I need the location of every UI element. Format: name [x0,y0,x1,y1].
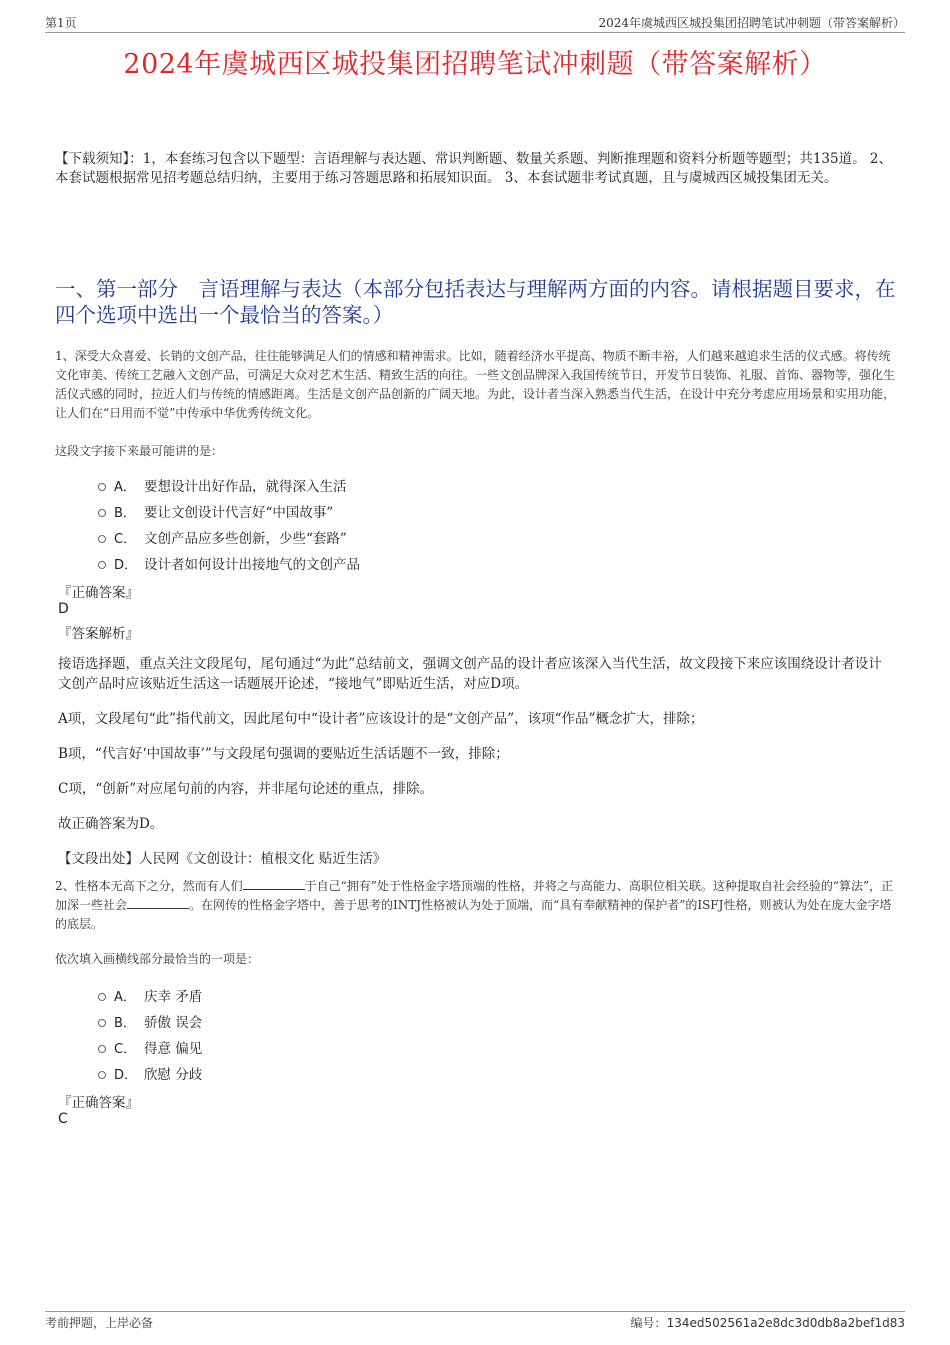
footer-slogan: 考前押题，上岸必备 [45,1316,154,1330]
option-letter: A． [114,479,136,495]
option-letter: D． [114,557,138,573]
answer-analysis [58,654,893,884]
option-d[interactable] [98,550,360,576]
code-value: 134ed502561a2e8dc3d0db8a2bef1d83 [666,1316,905,1330]
radio-icon[interactable] [98,483,106,491]
option-text: 欣慰 分歧 [144,1067,203,1083]
option-letter: D． [114,1067,138,1083]
download-notice: 【下载须知】：1，本套练习包含以下题型：言语理解与表达题、常识判断题、数量关系题、判断推理题和资料分析题等题型；共135道。 2、本套试题根据常见招考题总结归纳，主要用于练习答题思路和拓展知识面。 3、本套试题非考试真题，且与虞城西区城投集团无关。 [55,151,892,186]
option-c[interactable] [98,524,360,550]
option-a[interactable] [98,982,202,1008]
option-letter: B． [114,1015,136,1031]
fill-blank [243,879,305,890]
analysis-paragraph: B项，“代言好‘中国故事’”与文段尾句强调的要贴近生活话题不一致，排除； [58,746,509,762]
analysis-paragraph: A项，文段尾句“此”指代前文，因此尾句中“设计者”应该设计的是“文创产品”，该项“作品”概念扩大，排除； [58,711,704,727]
analysis-label: 『答案解析』 [58,626,139,642]
header-doc-title: 2024年虞城西区城投集团招聘笔试冲刺题（带答案解析） [598,16,905,30]
stem-text: 于自己“拥有”处于性格金字塔顶端的性格，并将之与高能力、高职位相关联。这种提取自社会经验的“算法”，正加深一些社会 [55,879,894,912]
question-2-prompt: 依次填入画横线部分最恰当的一项是： [55,952,260,966]
section-heading: 一、第一部分 言语理解与表达（本部分包括表达与理解两方面的内容。请根据题目要求，在四个选项中选出一个最恰当的答案。） [55,277,896,327]
stem-text: 。在网传的性格金字塔中，善于思考的INTJ性格被认为处于顶端，而“具有奉献精神的保护者”的ISFJ性格，则被认为处在庞大金字塔的底层。 [55,898,892,931]
header-divider [45,32,905,33]
radio-icon[interactable] [98,1071,106,1079]
option-a[interactable] [98,472,360,498]
option-letter: C． [114,1041,137,1057]
fill-blank [127,898,189,909]
correct-answer: D [58,601,69,617]
option-text: 骄傲 误会 [144,1015,203,1031]
option-text: 要让文创设计代言好“中国故事” [144,505,334,521]
option-text: 庆幸 矛盾 [144,989,203,1005]
footer-divider [45,1311,905,1312]
page-number: 第1页 [45,16,77,30]
analysis-paragraph: C项，“创新”对应尾句前的内容，并非尾句论述的重点，排除。 [58,781,434,797]
option-letter: A． [114,989,136,1005]
option-text: 文创产品应多些创新，少些“套路” [144,531,347,547]
answer-label: 『正确答案』 [58,1095,139,1111]
question-1-options [98,472,360,576]
code-label: 编号： [630,1316,667,1330]
radio-icon[interactable] [98,509,106,517]
correct-answer: C [58,1111,68,1127]
radio-icon[interactable] [98,1019,106,1027]
option-text: 得意 偏见 [144,1041,203,1057]
option-d[interactable] [98,1060,202,1086]
option-letter: B． [114,505,136,521]
option-text: 要想设计出好作品，就得深入生活 [144,479,347,495]
analysis-paragraph: 故正确答案为D。 [58,816,164,832]
answer-label: 『正确答案』 [58,585,139,601]
question-1-prompt: 这段文字接下来最可能讲的是： [55,444,224,458]
question-1-stem: 1、深受大众喜爱、长销的文创产品，往往能够满足人们的情感和精神需求。比如，随着经济水平提高、物质不断丰裕，人们越来越追求生活的仪式感。将传统文化审美、传统工艺融入文创产品，可满足大众对艺术生活、精致生活的向往。一些文创品牌深入我国传统节日，开发节日装饰、礼服、首饰、器物等，强化生活仪式感的同时，拉近人们与传统的情感距离。生活是文创产品创新的广阔天地。为此，设计者当深入熟悉当代生活，在设计中充分考虑应用场景和实用功能，让人们在“日用而不觉”中传承中华优秀传统文化。 [55,349,896,420]
radio-icon[interactable] [98,535,106,543]
analysis-paragraph: 接语选择题，重点关注文段尾句，尾句通过“为此”总结前文，强调文创产品的设计者应该深入当代生活，故文段接下来应该围绕设计者设计文创产品时应该贴近生活这一话题展开论述，“接地气”即贴近生活，对应D项。 [58,656,882,692]
source-citation: 【文段出处】人民网《文创设计：植根文化 贴近生活》 [58,851,387,867]
stem-text: 2、性格本无高下之分，然而有人们 [55,879,243,893]
document-title: 2024年虞城西区城投集团招聘笔试冲刺题（带答案解析） [123,49,827,80]
radio-icon[interactable] [98,993,106,1001]
question-2-stem [55,877,900,934]
question-2-options [98,982,202,1086]
option-letter: C． [114,531,137,547]
document-code [631,1314,905,1331]
option-b[interactable] [98,1008,202,1034]
option-text: 设计者如何设计出接地气的文创产品 [144,557,360,573]
radio-icon[interactable] [98,561,106,569]
radio-icon[interactable] [98,1045,106,1053]
option-b[interactable] [98,498,360,524]
option-c[interactable] [98,1034,202,1060]
